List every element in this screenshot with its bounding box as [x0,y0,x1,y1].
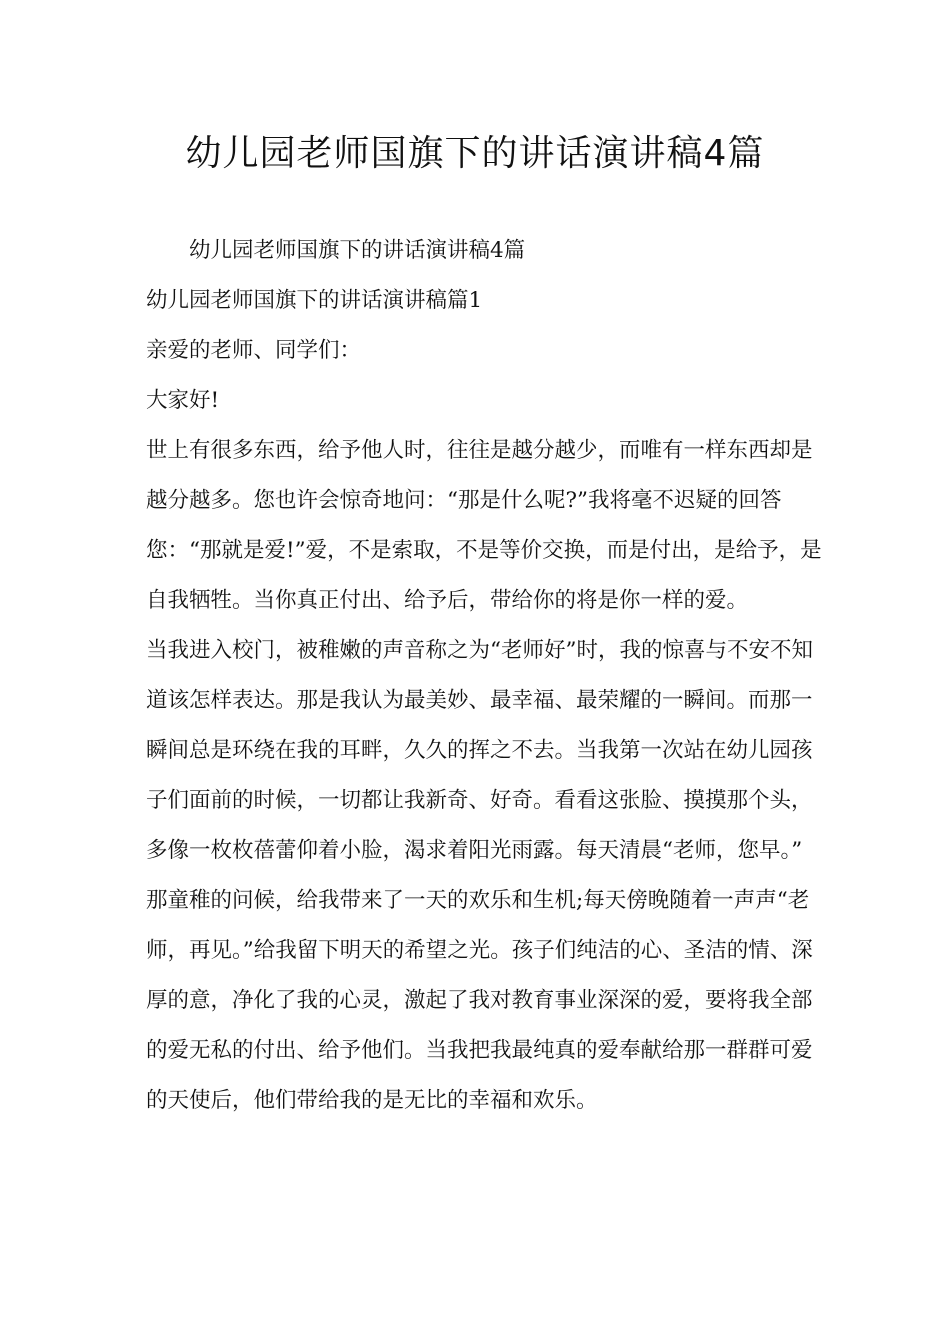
subtitle-paragraph: 幼儿园老师国旗下的讲话演讲稿4篇 [189,238,526,263]
greeting: 大家好! [146,388,220,413]
salutation: 亲爱的老师、同学们： [146,338,362,363]
body-paragraph: 那童稚的问候，给我带来了一天的欢乐和生机;每天傍晚随着一声声“老师，再见。”给我留下明天的希望之光。孩子们纯洁的心、圣洁的情、深厚的意，净化了我的心灵，激起了我对教育事业深深的爱，要将我全部的爱无私的付出、给予他们。当我把我最纯真的爱奉献给那一群群可爱的天使后，他们带给我的是无比的幸福和欢乐。 [146,888,813,1113]
body-paragraph: 当我进入校门，被稚嫩的声音称之为“老师好”时，我的惊喜与不安不知道该怎样表达。那是我认为最美妙、最幸福、最荣耀的一瞬间。而那一瞬间总是环绕在我的耳畔，久久的挥之不去。当我第一次站在幼儿园孩子们面前的时候，一切都让我新奇、好奇。看看这张脸、摸摸那个头，多像一枚枚蓓蕾仰着小脸，渴求着阳光雨露。每天清晨“老师，您早。” [146,638,813,863]
document-body [146,226,822,1126]
body-paragraph: 世上有很多东西，给予他人时，往往是越分越少，而唯有一样东西却是越分越多。您也许会惊奇地问：“那是什么呢?”我将毫不迟疑的回答您：“那就是爱!”爱，不是索取，不是等价交换，而是付出，是给予，是自我牺牲。当你真正付出、给予后，带给你的将是你一样的爱。 [146,438,822,613]
section-heading: 幼儿园老师国旗下的讲话演讲稿篇1 [146,288,483,313]
document-title: 幼儿园老师国旗下的讲话演讲稿4篇 [185,133,765,174]
